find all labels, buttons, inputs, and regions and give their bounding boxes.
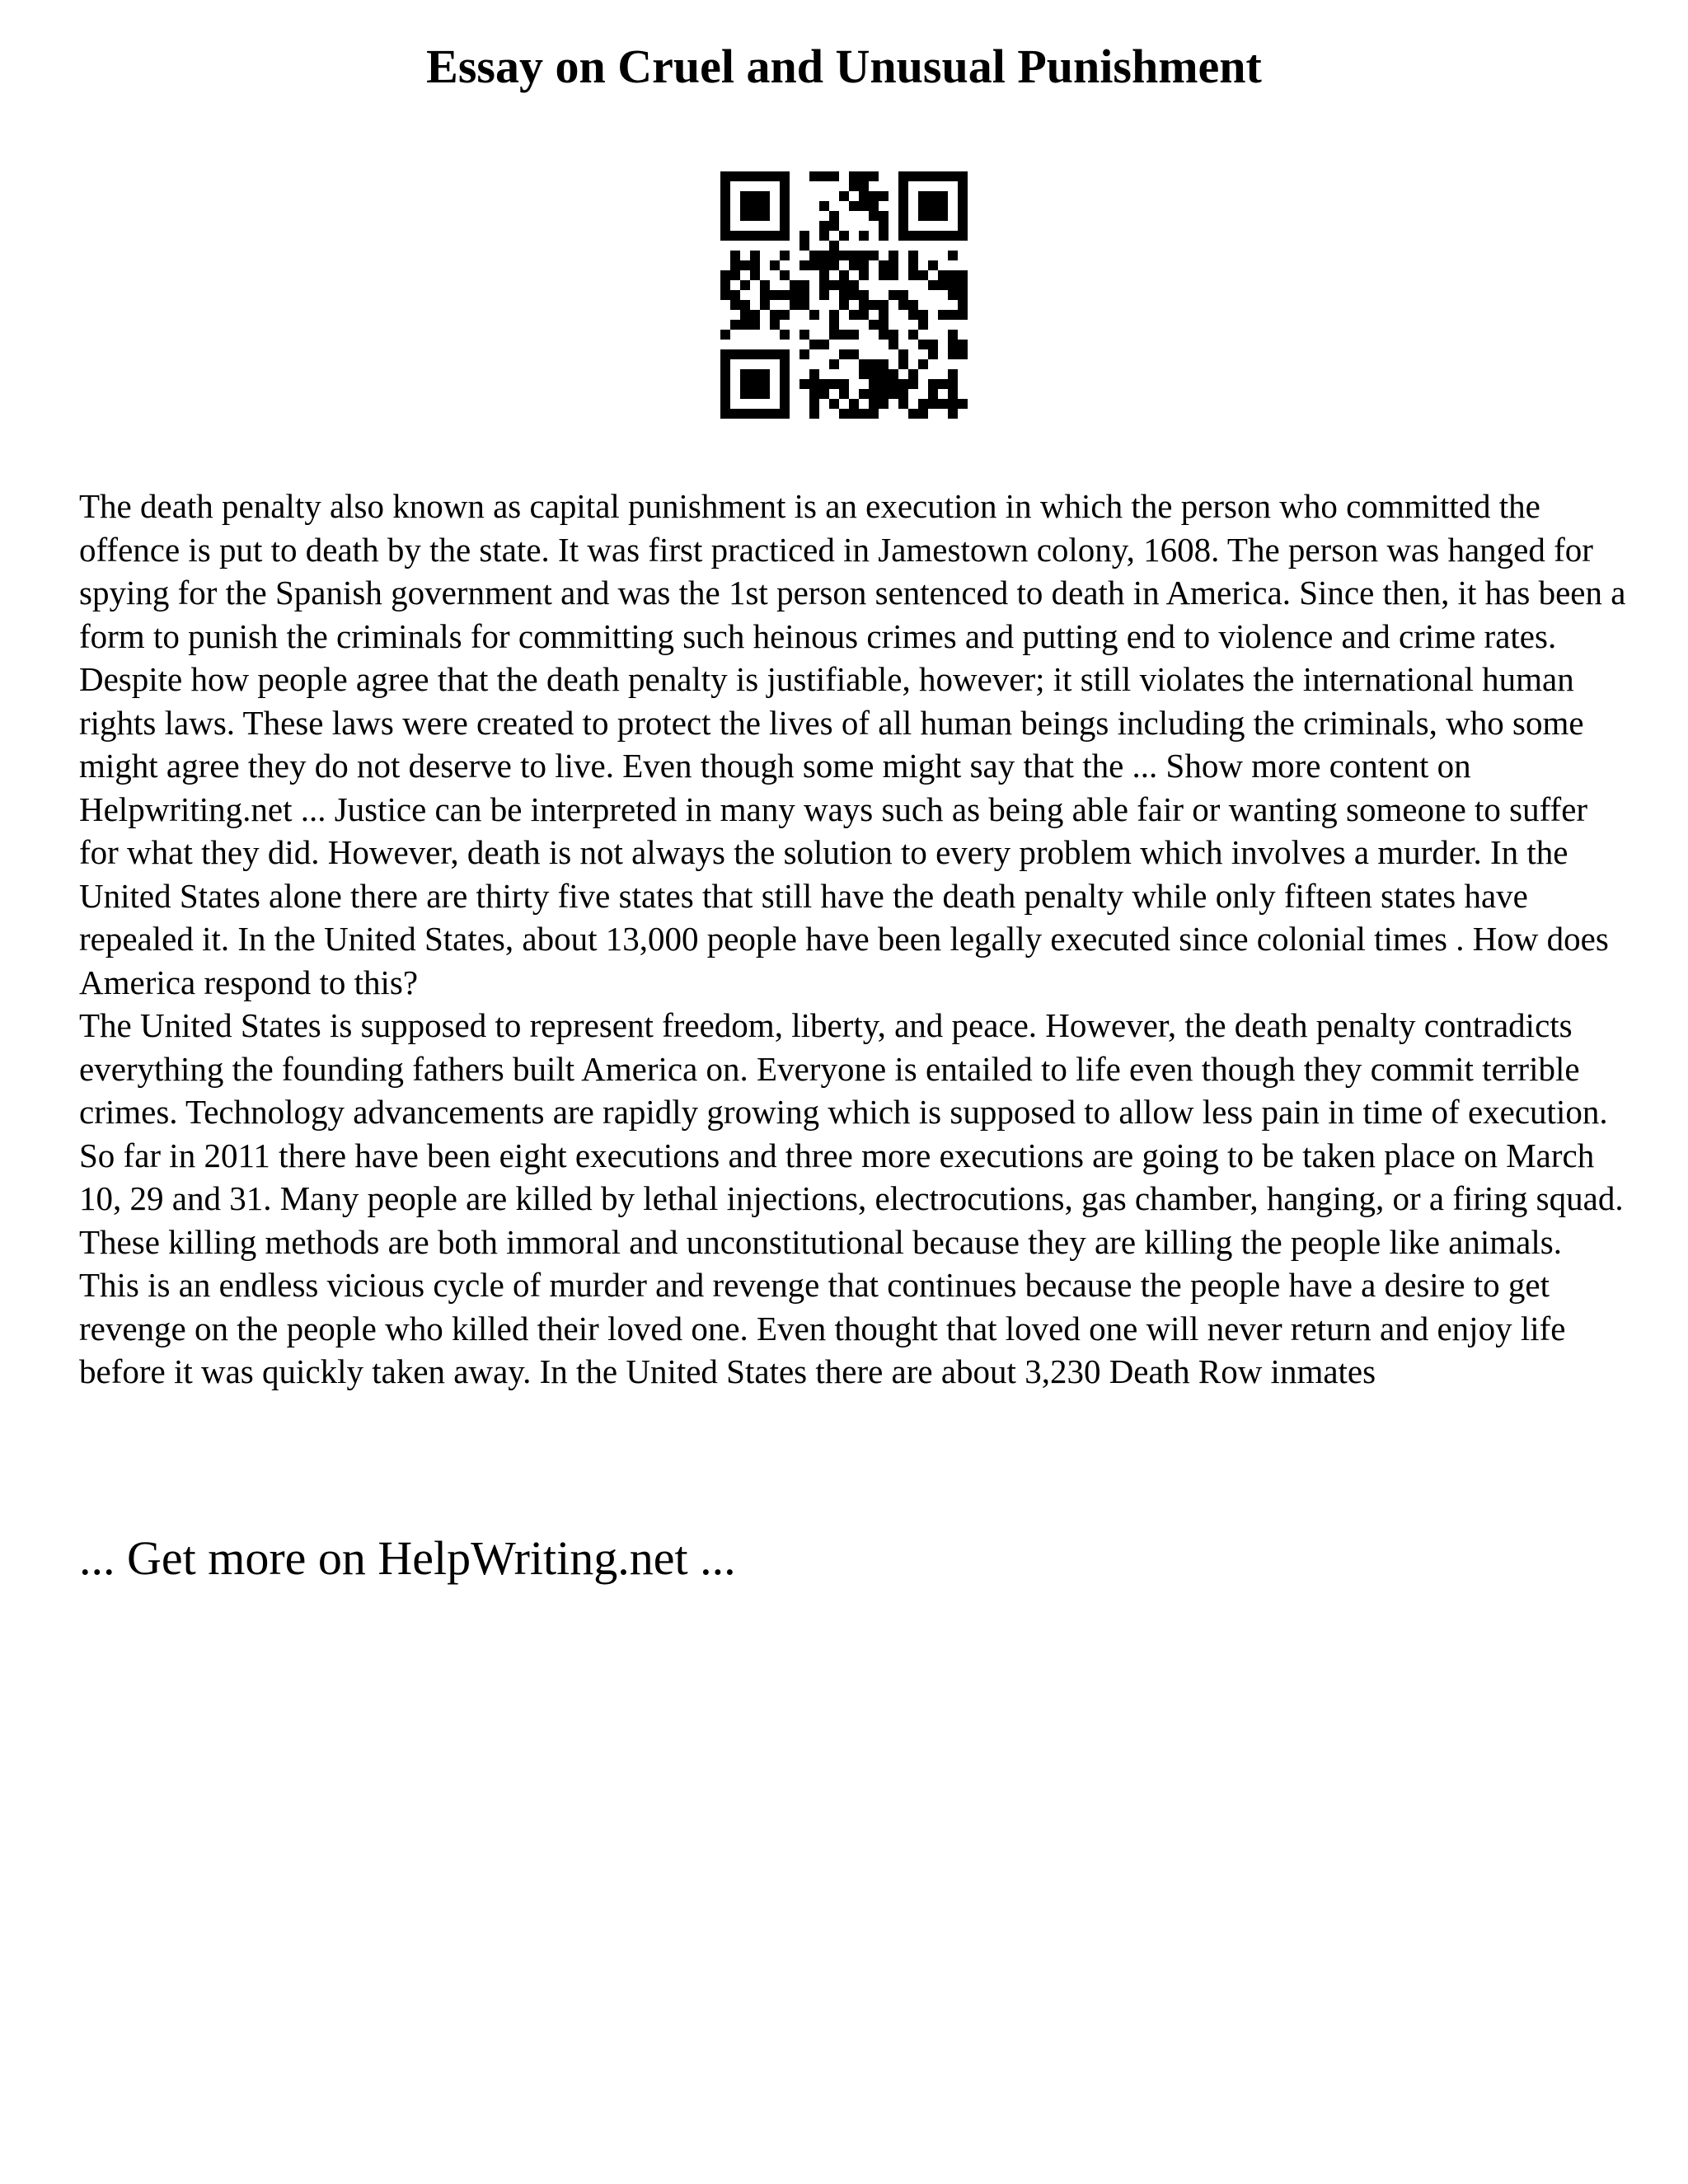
- get-more-link[interactable]: ... Get more on HelpWriting.net ...: [79, 1531, 736, 1585]
- essay-paragraph: The United States is supposed to represent freedom, liberty, and peace. However, the death penalty contradicts everything the founding fathers built America on. Everyone is entailed to life even though they commit terrible crimes. Technology advancements are rapidly growing which is supposed to allow less pain in time of execution. So far in 2011 there have been eight executions and three more executions are going to be taken place on March 10, 29 and 31. Many people are killed by lethal injections, electrocutions, gas chamber, hanging, or a firing squad. These killing methods are both immoral and unconstitutional because they are killing the people like animals. This is an endless vicious cycle of murder and revenge that continues because the people have a desire to get revenge on the people who killed their loved one. Even thought that loved one will never return and enjoy life before it was quickly taken away. In the United States there are about 3,230 Death Row inmates: [79, 1006, 1624, 1390]
- essay-body: [79, 485, 1629, 1394]
- document-title: Essay on Cruel and Unusual Punishment: [426, 40, 1262, 93]
- qr-code-icon: [720, 171, 968, 419]
- essay-paragraph: The death penalty also known as capital punishment is an execution in which the person who committed the offence is put to death by the state. It was first practiced in Jamestown colony, 1608. The person was hanged for spying for the Spanish government and was the 1st person sentenced to death in America. Since then, it has been a form to punish the criminals for committing such heinous crimes and putting end to violence and crime rates. Despite how people agree that the death penalty is justifiable, however; it still violates the international human rights laws. These laws were created to protect the lives of all human beings including the criminals, who some might agree they do not deserve to live. Even though some might say that the ... Show more content on Helpwriting.net ... Justice can be interpreted in many ways such as being able fair or wanting someone to suffer for what they did. However, death is not always the solution to every problem which involves a murder. In the United States alone there are thirty five states that still have the death penalty while only fifteen states have repealed it. In the United States, about 13,000 people have been legally executed since colonial times . How does America respond to this?: [79, 487, 1626, 1001]
